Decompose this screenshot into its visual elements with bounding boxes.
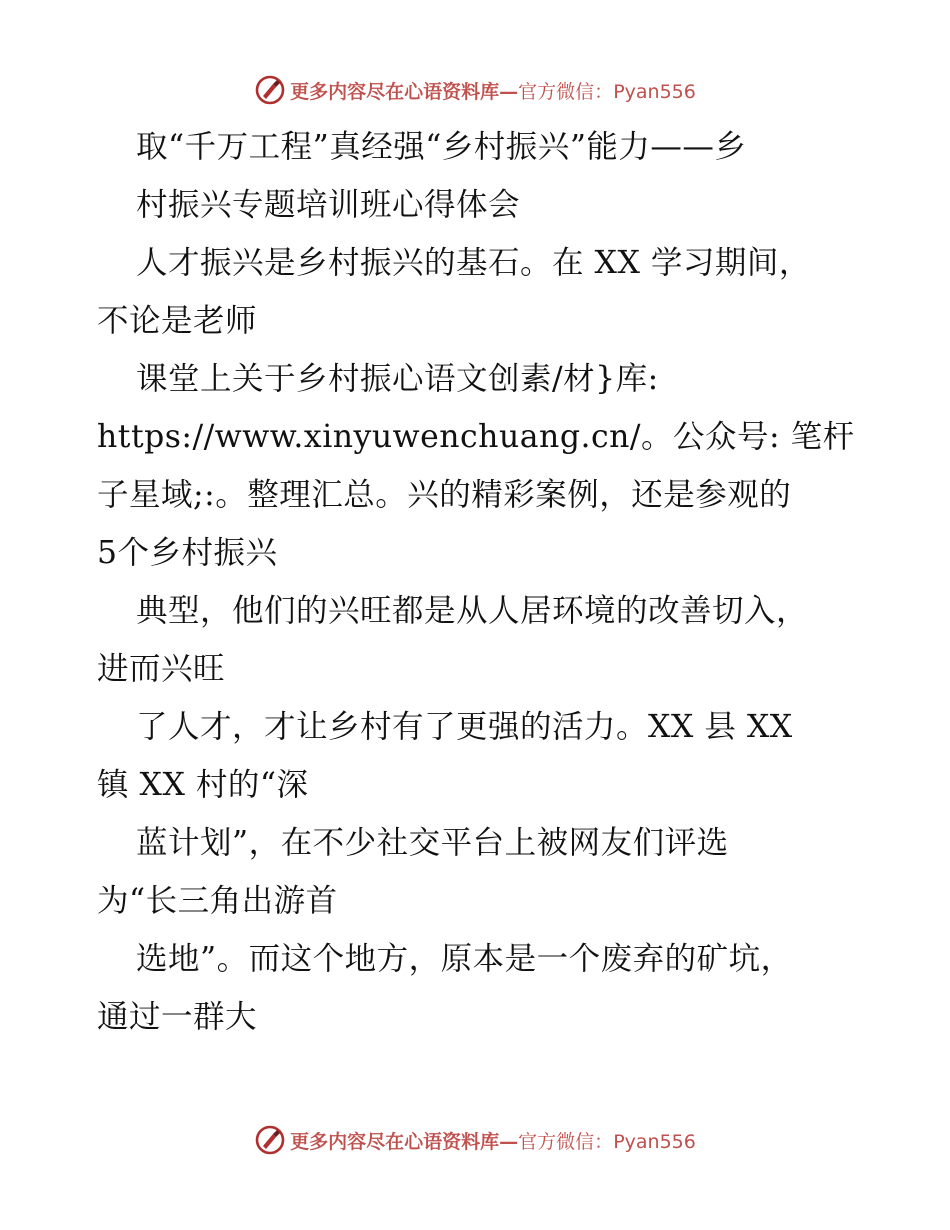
- text-line: 不论是老师: [97, 303, 258, 339]
- text-line: 进而兴旺: [97, 651, 226, 687]
- pen-logo-icon: [254, 74, 286, 106]
- text-line: 选地”。而这个地方，原本是一个废弃的矿坑，: [136, 941, 793, 977]
- footer-banner: [0, 1120, 950, 1160]
- text-line: 取“千万工程”真经强“乡村振兴”能力——乡: [136, 129, 747, 165]
- text-line: 通过一群大: [97, 999, 258, 1035]
- text-line: 村振兴专题培训班心得体会: [136, 187, 521, 223]
- text-line: 人才振兴是乡村振兴的基石。在 XX 学习期间，: [136, 245, 811, 281]
- pen-logo-icon: [254, 1124, 286, 1156]
- document-body: [97, 118, 857, 1046]
- text-line: https://www.xinyuwenchuang.cn/。公众号: 笔杆: [97, 419, 855, 455]
- text-line: 镇 XX 村的“深: [97, 767, 309, 803]
- text-line: 蓝计划”，在不少社交平台上被网友们评选: [136, 825, 729, 861]
- header-banner: [0, 70, 950, 110]
- text-line: 为“长三角出游首: [97, 883, 338, 919]
- banner-text: 更多内容尽在心语资料库—官方微信：Pyan556: [290, 1130, 696, 1153]
- text-line: 课堂上关于乡村振心语文创素/材}库:: [136, 361, 659, 397]
- text-line: 5个乡村振兴: [97, 535, 278, 571]
- text-line: 了人才，才让乡村有了更强的活力。XX 县 XX: [136, 709, 793, 745]
- text-line: 典型，他们的兴旺都是从人居环境的改善切入，: [136, 593, 809, 629]
- text-line: 子星域;:。整理汇总。兴的精彩案例，还是参观的: [97, 477, 792, 513]
- banner-text: 更多内容尽在心语资料库—官方微信：Pyan556: [290, 80, 696, 103]
